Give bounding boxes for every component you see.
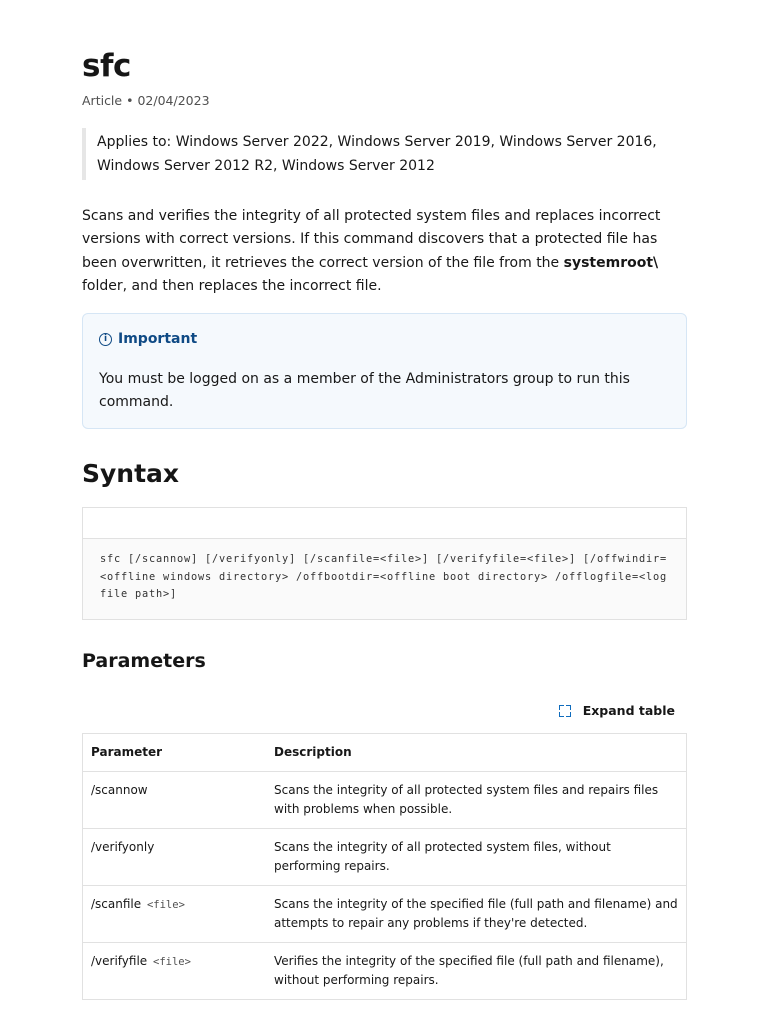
info-icon: i xyxy=(99,333,112,346)
code-block xyxy=(82,507,687,620)
meta-type: Article xyxy=(82,93,123,108)
description-cell: Scans the integrity of all protected system files, without performing repairs. xyxy=(266,829,687,886)
table-row xyxy=(83,886,687,943)
important-alert xyxy=(82,313,687,429)
param-cell xyxy=(83,886,267,943)
expand-table-label: Expand table xyxy=(582,703,675,718)
param-cell xyxy=(83,772,267,829)
table-row xyxy=(83,943,687,1000)
meta-date: 02/04/2023 xyxy=(137,93,210,108)
table-row xyxy=(83,829,687,886)
meta-separator: • xyxy=(126,93,134,108)
parameters-heading: Parameters xyxy=(82,650,206,672)
syntax-code[interactable]: sfc [/scannow] [/verifyonly] [/scanfile=<file>] [/verifyfile=<file>] [/offwindir=<offline windows directory> /offbootdir=<offline boot directory> /offlogfile=<log file path>] xyxy=(100,553,674,600)
applies-to-note: Applies to: Windows Server 2022, Windows Server 2019, Windows Server 2016, Windows Server 2012 R2, Windows Server 2012 xyxy=(82,128,687,180)
column-header-description: Description xyxy=(266,734,687,772)
param-name: /verifyfile xyxy=(91,954,148,968)
intro-bold-term: systemroot\ xyxy=(563,254,659,271)
table-row xyxy=(83,772,687,829)
description-cell: Scans the integrity of all protected system files and repairs files with problems when possible. xyxy=(266,772,687,829)
intro-paragraph xyxy=(82,205,687,298)
param-name: /scanfile xyxy=(91,897,142,911)
param-arg: <file> xyxy=(146,899,185,911)
description-cell: Verifies the integrity of the specified file (full path and filename), without performing repairs. xyxy=(266,943,687,1000)
param-cell xyxy=(83,829,267,886)
alert-body: You must be logged on as a member of the Administrators group to run this command. xyxy=(99,371,630,411)
expand-table-button[interactable] xyxy=(559,703,675,718)
param-name: /verifyonly xyxy=(91,840,155,854)
description-cell: Scans the integrity of the specified file (full path and filename) and attempts to repair any problems if they're detected. xyxy=(266,886,687,943)
param-cell xyxy=(83,943,267,1000)
alert-title xyxy=(99,331,197,347)
intro-text-start: Scans and verifies the integrity of all protected system files and replaces incorrect versions with correct versions. If this command discovers that a protected file has been overwritten, it retrieves the correct version of the file from the xyxy=(82,208,661,271)
parameters-table xyxy=(82,733,687,1000)
param-name: /scannow xyxy=(91,783,148,797)
article-meta xyxy=(82,93,210,108)
alert-title-text: Important xyxy=(118,331,198,347)
page-title: sfc xyxy=(82,48,131,84)
code-header xyxy=(83,508,686,539)
intro-text-end: folder, and then replaces the incorrect file. xyxy=(82,277,382,294)
table-header-row xyxy=(83,734,687,772)
syntax-heading: Syntax xyxy=(82,459,180,488)
column-header-parameter: Parameter xyxy=(83,734,267,772)
param-arg: <file> xyxy=(153,956,191,968)
expand-icon xyxy=(559,705,571,717)
